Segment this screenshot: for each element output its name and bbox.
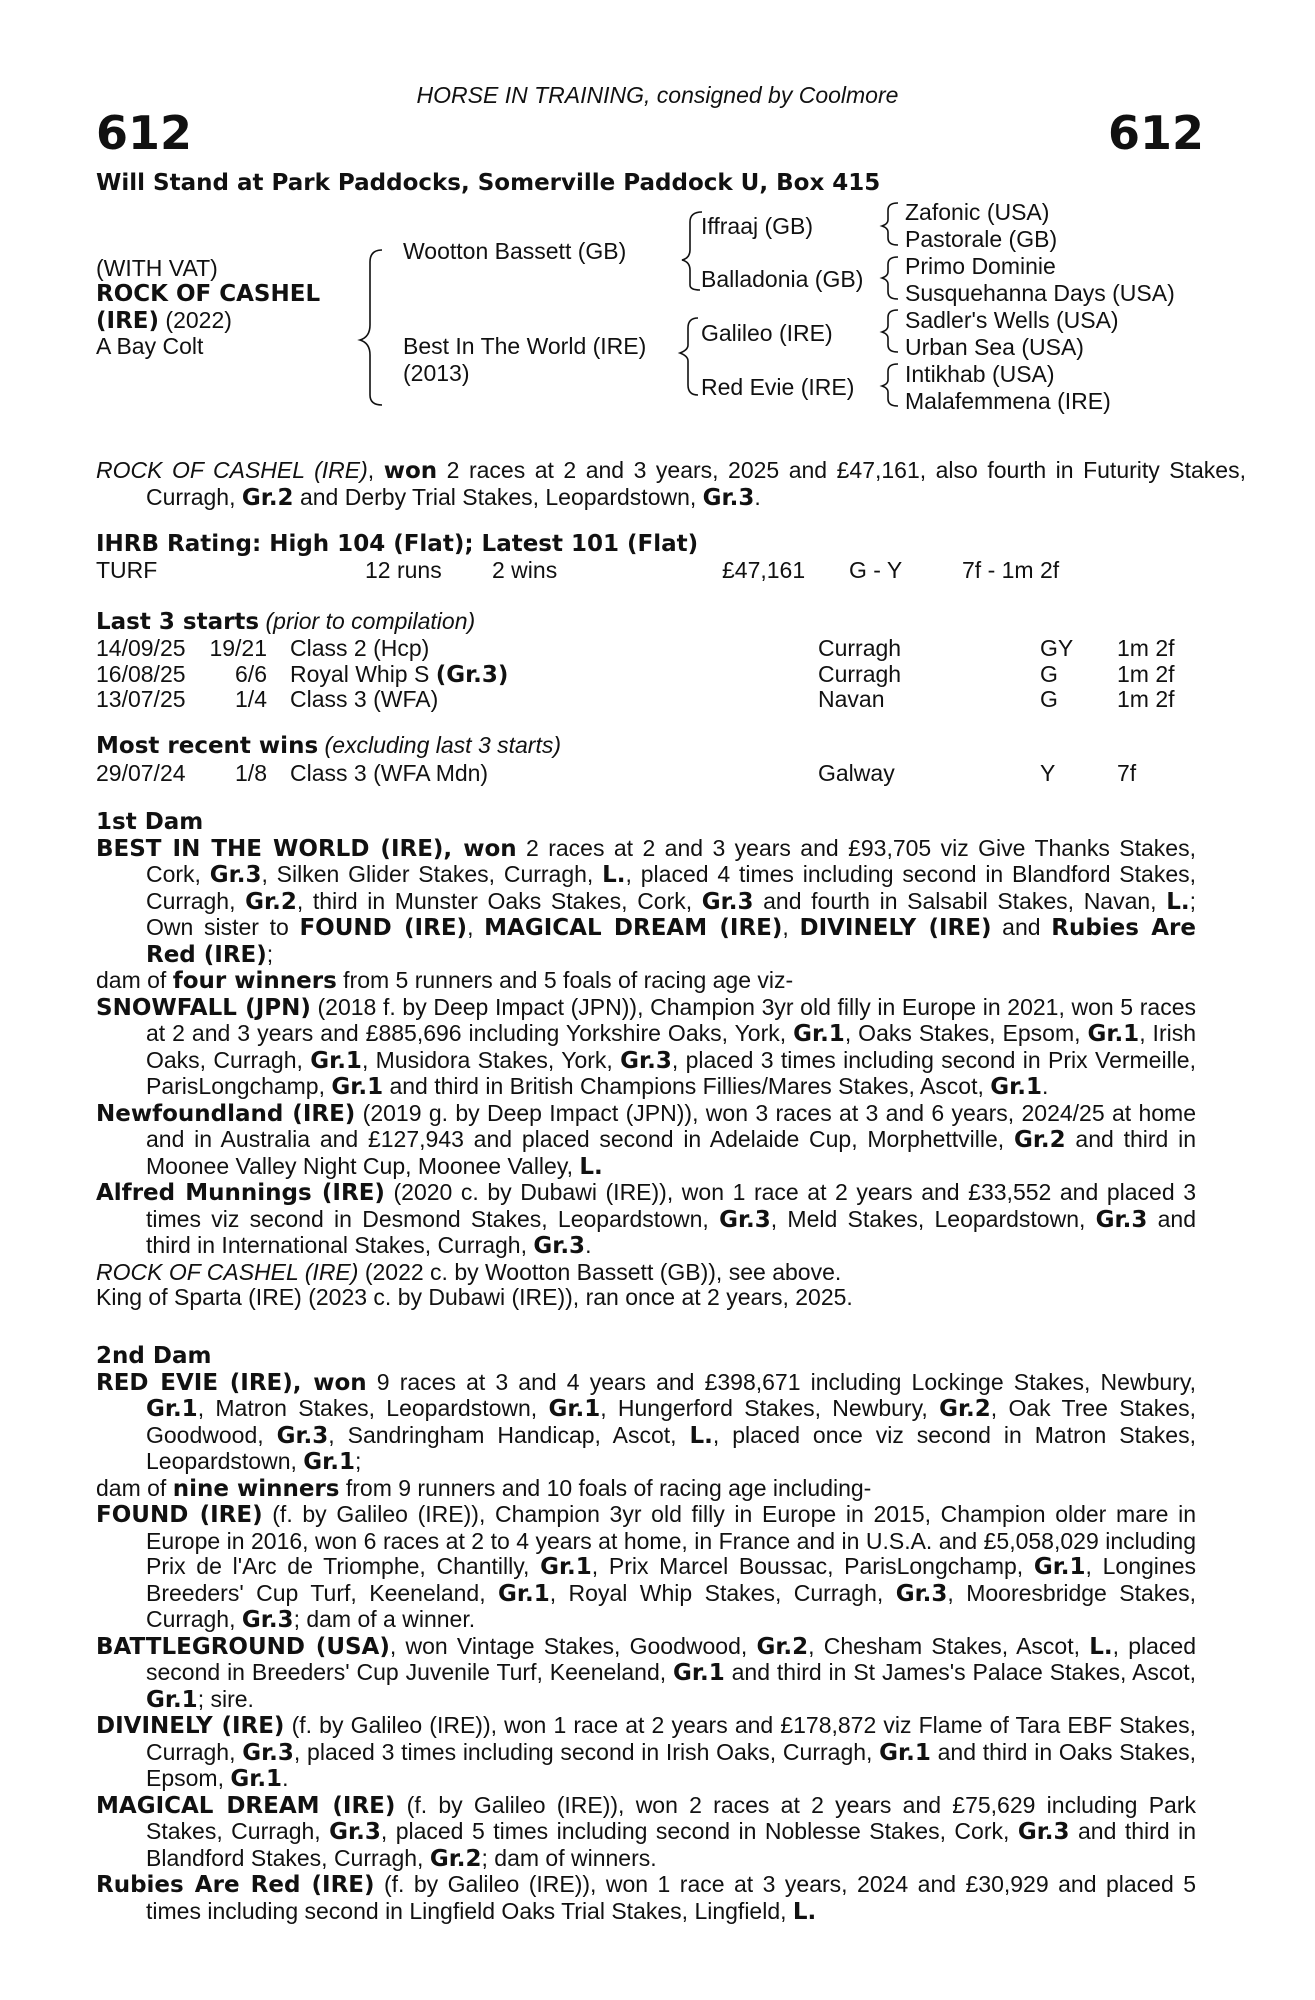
pedigree-g7: Intikhab (USA)	[905, 361, 1055, 387]
text-part: .	[1041, 1073, 1049, 1099]
text-part: (2020 c. by Dubawi (IRE)), won 1 race at 2 years and £33,552 and placed 3 times viz second in Desmond Stakes, Leopardstown,	[146, 1179, 1196, 1232]
progeny-name: DIVINELY (IRE)	[96, 1713, 285, 1739]
stand-info: Will Stand at Park Paddocks, Somerville Paddock U, Box 415	[96, 170, 881, 196]
progeny-name: MAGICAL DREAM (IRE)	[96, 1792, 396, 1819]
grade-text: Gr.1	[879, 1739, 931, 1766]
grade-text: Gr.1	[548, 1396, 601, 1422]
horse-name: ROCK OF CASHEL	[96, 281, 321, 307]
text-part: and third in British Champions Fillies/Mares Stakes, Ascot,	[383, 1073, 991, 1099]
grade-text: Gr.1	[230, 1766, 283, 1792]
grade-text: Gr.3	[719, 1206, 771, 1233]
text-part: , Chesham Stakes, Ascot,	[808, 1632, 1090, 1659]
text-part: ; dam of a winner.	[293, 1606, 476, 1632]
progeny-entry	[96, 1713, 1196, 1793]
rating-surface: TURF	[96, 557, 158, 583]
text-part: , placed once viz second in Matron Stakes, Leopardstown,	[146, 1421, 1196, 1474]
progeny-entry	[96, 1872, 1196, 1925]
progeny-name: Alfred Munnings (IRE)	[96, 1180, 385, 1206]
start-position: 1/8	[235, 760, 267, 786]
grade-text: Gr.3	[1095, 1206, 1148, 1233]
grade-text: L.	[689, 1422, 713, 1449]
consignment-header: HORSE IN TRAINING, consigned by Coolmore	[416, 82, 899, 108]
text-part: (f. by Galileo (IRE)), won 1 race at 3 years, 2024 and £30,929 and placed 5 times including second in Lingfield Oaks Trial Stakes, Lingfield,	[146, 1871, 1196, 1924]
first-dam-section	[96, 810, 1196, 1311]
progeny-found: FOUND (IRE) (f. by Galileo (IRE)), Champion 3yr old filly in Europe in 2015, Champion older mare in Europe in 2016, won 6 races at 2 to 4 years at home, in France and in U.S.A. and £5,058,029 including Prix de l'Arc de Triomphe, Chantilly, Gr.1, Prix Marcel Boussac, ParisLongchamp, Gr.1, Longines Breeders' Cup Turf, Keeneland, Gr.1, Royal Whip Stakes, Curragh, Gr.3, Mooresbridge Stakes, Curragh, Gr.3; dam of a winner.	[96, 1501, 1196, 1633]
progeny-name: Rubies Are Red (IRE)	[96, 1872, 375, 1898]
text-part: and third in International Stakes, Curragh,	[146, 1205, 1197, 1258]
text-part: (f. by Galileo (IRE)), won 1 race at 2 years and £178,872 viz Flame of Tara EBF Stakes, Curragh,	[146, 1712, 1196, 1765]
last-starts-heading: Last 3 starts (prior to compilation)	[96, 608, 476, 635]
pedigree-sire-sire: Iffraaj (GB)	[701, 213, 814, 239]
start-distance: 1m 2f	[1117, 660, 1175, 687]
start-position: 1/4	[235, 686, 267, 712]
start-course: Curragh	[818, 660, 902, 687]
grade-text: Gr.1	[303, 1449, 355, 1475]
start-race	[290, 635, 429, 662]
grade-text: L.	[579, 1153, 603, 1180]
progeny-name: SNOWFALL (JPN)	[96, 994, 311, 1021]
start-going: Y	[1040, 760, 1056, 786]
text-part: , Sandringham Handicap, Ascot,	[328, 1421, 690, 1448]
text-part: 9 races at 3 and 4 years and £398,671 including Lockinge Stakes, Newbury,	[366, 1368, 1196, 1395]
grade-text: Gr.1	[673, 1660, 725, 1686]
progeny-name: Newfoundland (IRE)	[96, 1100, 356, 1127]
text-part: (2019 g. by Deep Impact (JPN)), won 3 races at 3 and 6 years, 2024/25 at home and in Australia and £127,943 and placed second in Adelaide Cup, Morphettville,	[146, 1099, 1197, 1152]
ihrb-rating: IHRB Rating: High 104 (Flat); Latest 101 (Flat)	[96, 531, 699, 557]
start-position: 19/21	[209, 635, 267, 661]
horse-description: A Bay Colt	[96, 333, 204, 359]
horse-origin: (IRE)	[96, 308, 160, 334]
grade-text: Gr.3	[895, 1580, 948, 1607]
race-summary: ROCK OF CASHEL (IRE), won 2 races at 2 and 3 years, 2025 and £47,161, also fourth in Futurity Stakes, Curragh, Gr.2 and Derby Trial Stakes, Leopardstown, Gr.3.	[96, 457, 1246, 511]
progeny-entry	[96, 995, 1196, 1101]
text-part: , placed 3 times including second in Irish Oaks, Curragh,	[293, 1738, 880, 1765]
grade-text: Gr.3	[620, 1047, 672, 1074]
race-name: Royal Whip S	[290, 660, 436, 687]
second-dam-heading: 2nd Dam	[96, 1343, 212, 1369]
grade-text: Gr.1	[1033, 1554, 1086, 1580]
grade-text: Gr.1	[331, 1074, 384, 1100]
progeny-battleground: BATTLEGROUND (USA), won Vintage Stakes, Goodwood, Gr.2, Chesham Stakes, Ascot, L., placed second in Breeders' Cup Juvenile Turf, Keeneland, Gr.1 and third in St James's Palace Stakes, Ascot, Gr.1; sire.	[96, 1632, 1197, 1713]
text-part: , placed 5 times including second in Noblesse Stakes, Cork,	[380, 1818, 1018, 1844]
start-distance: 7f	[1117, 760, 1137, 786]
start-date: 16/08/25	[96, 660, 186, 687]
text-part: , Prix Marcel Boussac, ParisLongchamp,	[591, 1553, 1034, 1579]
pedigree-g8: Malafemmena (IRE)	[905, 388, 1111, 414]
pedigree-sire: Wootton Bassett (GB)	[403, 238, 627, 264]
grade-text: Gr.1	[310, 1047, 362, 1074]
grade-text: Gr.1	[1087, 1021, 1140, 1047]
progeny-rock-of-cashel: ROCK OF CASHEL (IRE) (2022 c. by Wootton Bassett (GB)), see above.	[96, 1258, 842, 1285]
pedigree-g3: Primo Dominie	[905, 253, 1056, 279]
grade-text: Gr.3	[1017, 1819, 1070, 1845]
grade-text: Gr.3	[276, 1422, 329, 1449]
text-part: and third in St James's Palace Stakes, Ascot,	[724, 1659, 1196, 1685]
first-dam-description: BEST IN THE WORLD (IRE), won 2 races at 2 and 3 years and £93,705 viz Give Thanks Stakes, Cork, Gr.3, Silken Glider Stakes, Curragh, L., placed 4 times including second in Blandford Stakes, Curragh, Gr.2, third in Munster Oaks Stakes, Cork, Gr.3 and fourth in Salsabil Stakes, Navan, L.; Own sister to FOUND (IRE), MAGICAL DREAM (IRE), DIVINELY (IRE) and Rubies Are Red (IRE);	[96, 834, 1197, 968]
text-part: , Longines Breeders' Cup Turf, Keeneland,	[146, 1553, 1196, 1606]
pedigree-sire-dam: Balladonia (GB)	[701, 266, 864, 292]
second-dam-description: RED EVIE (IRE), won 9 races at 3 and 4 years and £398,671 including Lockinge Stakes, Newbury, Gr.1, Matron Stakes, Leopardstown, Gr.1, Hungerford Stakes, Newbury, Gr.2, Oak Tree Stakes, Goodwood, Gr.3, Sandringham Handicap, Ascot, L., placed once viz second in Matron Stakes, Leopardstown, Gr.1;	[96, 1368, 1196, 1475]
text-part: and third in Oaks Stakes, Epsom,	[146, 1738, 1197, 1791]
race-name: Class 3 (WFA)	[290, 686, 439, 712]
grade-text: Gr.1	[793, 1021, 845, 1047]
text-part: , won Vintage Stakes, Goodwood,	[389, 1632, 757, 1659]
text-part: .	[585, 1232, 592, 1258]
start-going: GY	[1040, 635, 1074, 661]
text-part: , Matron Stakes, Leopardstown,	[197, 1395, 549, 1421]
text-part: , Hungerford Stakes, Newbury,	[600, 1395, 940, 1421]
progeny-entry	[96, 1793, 1196, 1873]
text-part: , Meld Stakes, Leopardstown,	[770, 1205, 1096, 1232]
grade-text: Gr.2	[429, 1845, 482, 1872]
grade-text: Gr.1	[990, 1074, 1042, 1100]
recent-wins-heading: Most recent wins (excluding last 3 starts)	[96, 732, 562, 759]
text-part: (f. by Galileo (IRE)), won 2 races at 2 years and £75,629 including Park Stakes, Curragh,	[146, 1791, 1196, 1844]
text-part: , Musidora Stakes, York,	[361, 1046, 621, 1073]
lot-number-right: 612	[1107, 106, 1204, 160]
text-part: and third in Blandford Stakes, Curragh,	[146, 1818, 1196, 1871]
rating-runs: 12 runs	[365, 557, 442, 583]
text-part: , Royal Whip Stakes, Curragh,	[549, 1579, 896, 1606]
second-dam-dam-of: dam of nine winners from 9 runners and 10 foals of racing age including-	[96, 1474, 872, 1502]
race-grade: (Gr.3)	[435, 661, 509, 688]
grade-text: Gr.1	[146, 1396, 198, 1422]
grade-text: Gr.3	[242, 1739, 294, 1766]
start-position: 6/6	[235, 660, 267, 687]
progeny-king-of-sparta: King of Sparta (IRE) (2023 c. by Dubawi (IRE)), ran once at 2 years, 2025.	[96, 1284, 853, 1310]
bracket-dam	[680, 318, 698, 395]
start-going: G	[1040, 686, 1058, 712]
text-part: , Oaks Stakes, Epsom,	[844, 1020, 1088, 1046]
rating-wins: 2 wins	[492, 557, 558, 583]
rating-going: G - Y	[849, 557, 903, 583]
start-race	[290, 661, 508, 688]
bracket-g1	[882, 203, 898, 245]
rating-distance: 7f - 1m 2f	[962, 557, 1060, 583]
grade-text: Gr.3	[533, 1233, 586, 1259]
grade-text: L.	[792, 1898, 817, 1925]
horse-year: (2022)	[165, 307, 232, 333]
text-part: (f. by Galileo (IRE)), Champion 3yr old filly in Europe in 2015, Champion older mare in Europe in 2016, won 6 races at 2 to 4 years at home, in France and in U.S.A. and £5,058,029 including Prix de l'Arc de Triomphe, Chantilly,	[146, 1501, 1196, 1579]
text-part: , placed 3 times including second in Prix Vermeille, ParisLongchamp,	[146, 1046, 1196, 1099]
pedigree-g2: Pastorale (GB)	[905, 226, 1058, 252]
lot-number-left: 612	[96, 106, 193, 160]
text-part: ;	[354, 1448, 362, 1474]
pedigree-brackets	[0, 0, 1315, 420]
text-part: , Irish Oaks, Curragh,	[146, 1020, 1197, 1073]
rating-earnings: £47,161	[722, 557, 806, 583]
grade-text: Gr.1	[146, 1686, 198, 1713]
text-part: , placed second in Breeders' Cup Juvenile Turf, Keeneland,	[146, 1632, 1197, 1685]
start-course: Navan	[818, 686, 885, 712]
text-part: (2018 f. by Deep Impact (JPN)), Champion 3yr old filly in Europe in 2021, won 5 races at 2 and 3 years and £885,696 including Yorkshire Oaks, York,	[146, 993, 1196, 1046]
grade-text: L.	[1089, 1633, 1113, 1660]
start-race	[290, 686, 438, 713]
progeny-entry	[96, 1101, 1196, 1181]
second-dam-other-progeny	[96, 1713, 1196, 1925]
text-part: , Oak Tree Stakes, Goodwood,	[146, 1395, 1196, 1448]
grade-text: Gr.3	[241, 1607, 294, 1633]
bracket-g4	[882, 364, 898, 406]
race-name: Class 3 (WFA Mdn)	[290, 760, 489, 786]
start-course: Galway	[818, 760, 895, 786]
start-date: 14/09/25	[96, 635, 186, 661]
bracket-sire	[682, 212, 702, 290]
text-part: .	[282, 1765, 289, 1791]
pedigree-g5: Sadler's Wells (USA)	[905, 307, 1119, 333]
text-part: ; sire.	[197, 1685, 254, 1712]
start-course: Curragh	[818, 635, 902, 661]
grade-text: Gr.2	[939, 1396, 991, 1422]
start-distance: 1m 2f	[1117, 635, 1175, 661]
text-part: ; dam of winners.	[481, 1844, 657, 1871]
pedigree-dam-dam: Red Evie (IRE)	[701, 374, 855, 400]
start-race	[290, 760, 488, 787]
start-distance: 1m 2f	[1117, 686, 1175, 712]
text-part: , Mooresbridge Stakes, Curragh,	[146, 1579, 1196, 1632]
pedigree-dam-year: (2013)	[403, 360, 470, 386]
pedigree-g1: Zafonic (USA)	[905, 199, 1050, 225]
start-going: G	[1040, 660, 1058, 687]
bracket-main	[360, 250, 382, 405]
race-name: Class 2 (Hcp)	[290, 635, 430, 661]
progeny-entry	[96, 1180, 1196, 1260]
grade-text: Gr.1	[498, 1580, 550, 1607]
first-dam-progeny	[96, 995, 1196, 1260]
pedigree-g6: Urban Sea (USA)	[905, 334, 1084, 360]
second-dam-section	[96, 1344, 1196, 1925]
bracket-g2	[882, 257, 898, 299]
first-dam-dam-of: dam of four winners from 5 runners and 5 foals of racing age viz-	[96, 967, 794, 994]
bracket-g3	[882, 310, 898, 352]
grade-text: Gr.1	[540, 1554, 592, 1580]
start-date: 29/07/24	[96, 760, 186, 786]
grade-text: Gr.2	[1013, 1127, 1066, 1153]
vat-note: (WITH VAT)	[96, 255, 218, 281]
grade-text: Gr.3	[329, 1819, 381, 1845]
start-date: 13/07/25	[96, 686, 186, 712]
pedigree-g4: Susquehanna Days (USA)	[905, 280, 1175, 306]
pedigree-dam: Best In The World (IRE)	[403, 333, 647, 359]
text-part: and third in Moonee Valley Night Cup, Moonee Valley,	[146, 1126, 1196, 1179]
pedigree-dam-sire: Galileo (IRE)	[701, 320, 833, 346]
first-dam-heading: 1st Dam	[96, 809, 204, 835]
grade-text: Gr.2	[756, 1633, 809, 1660]
